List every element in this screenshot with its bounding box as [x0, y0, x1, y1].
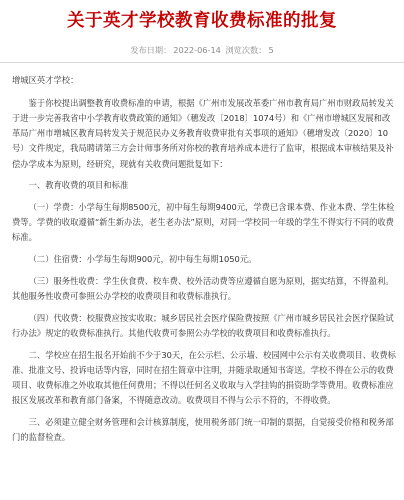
paragraph-service-fees: （三）服务性收费：学生伙食费、校车费、校外活动费等应遵循自愿为原则，据实结算，不得盈利。其他服务性收费可参照公办学校的收费项目和收费标准执行。 [12, 275, 394, 301]
paragraph-accommodation: （二）住宿费：小学每生每期900元，初中每生每期1050元。 [28, 254, 257, 265]
paragraph-collection-fees: （四）代收费：校服费应按实收取；城乡居民社会医疗保险费按照《广州市城乡居民社会医疗保险试行办法》规定的收费标准执行。其他代收费可参照公办学校的收费项目和收费标准执行。 [12, 312, 394, 338]
paragraph-tuition: （一）学费：小学每生每期8500元，初中每生每期9400元，学费已含课本费、作业本费、学生体检费等。学费的收取遵循“新生新办法，老生老办法”原则，对同一学校同一年级的学生不得实行不同的收费标准。 [12, 201, 395, 243]
article-meta [0, 44, 404, 56]
paragraph-section-2: 二、学校应在招生报名开始前不少于30天，在公示栏、公示墙、校园网中公示有关收费项目、收费标准、批准文号、投诉电话等内容，同时在招生简章中注明，并随录取通知书寄送。学校不得在公示的收费项目、收费标准之外收取其他任何费用；不得以任何名义收取与入学挂钩的捐资助学等费用。收费标准应报区发展改革和教育部门备案，不得随意改动。收费项目不得与公示不符的，不得收费。 [12, 349, 396, 406]
article-body [12, 73, 396, 452]
paragraph-section-3: 三、必须建立健全财务管理和会计核算制度，使用税务部门统一印制的票据，自觉接受价格和税务部门的监督检查。 [12, 416, 394, 443]
document-title: 关于英才学校教育收费标准的批复 [67, 11, 337, 31]
publish-date-label: 发布日期： [130, 45, 172, 55]
paragraph-intro: 鉴于你校提出调整教育收费标准的申请，根据《广州市发展改革委广州市教育局广州市财政局转发关于进一步完善我省中小学教育收费政策的通知》（穗发改〔2018〕1074号）和《广州市增城区发展和改革局广州市增城区教育局转发关于规范民办义务教育收费审批有关事项的通知》（穗增发改〔2020〕10号）文件规定，我局聘请第三方会计师事务所对你校的教育培养成本进行了监审，根据成本审核结果及补偿办学成本为原则，经研究，现就有关收费问题批复如下： [12, 97, 394, 169]
views-label: 浏览次数： [225, 45, 267, 55]
views-count: 5 [268, 45, 274, 55]
salutation: 增城区英才学校： [12, 75, 79, 85]
title-divider [0, 62, 404, 63]
publish-date: 2022-06-14 [173, 45, 221, 55]
section-heading-1: 一、教育收费的项目和标准 [28, 180, 129, 191]
